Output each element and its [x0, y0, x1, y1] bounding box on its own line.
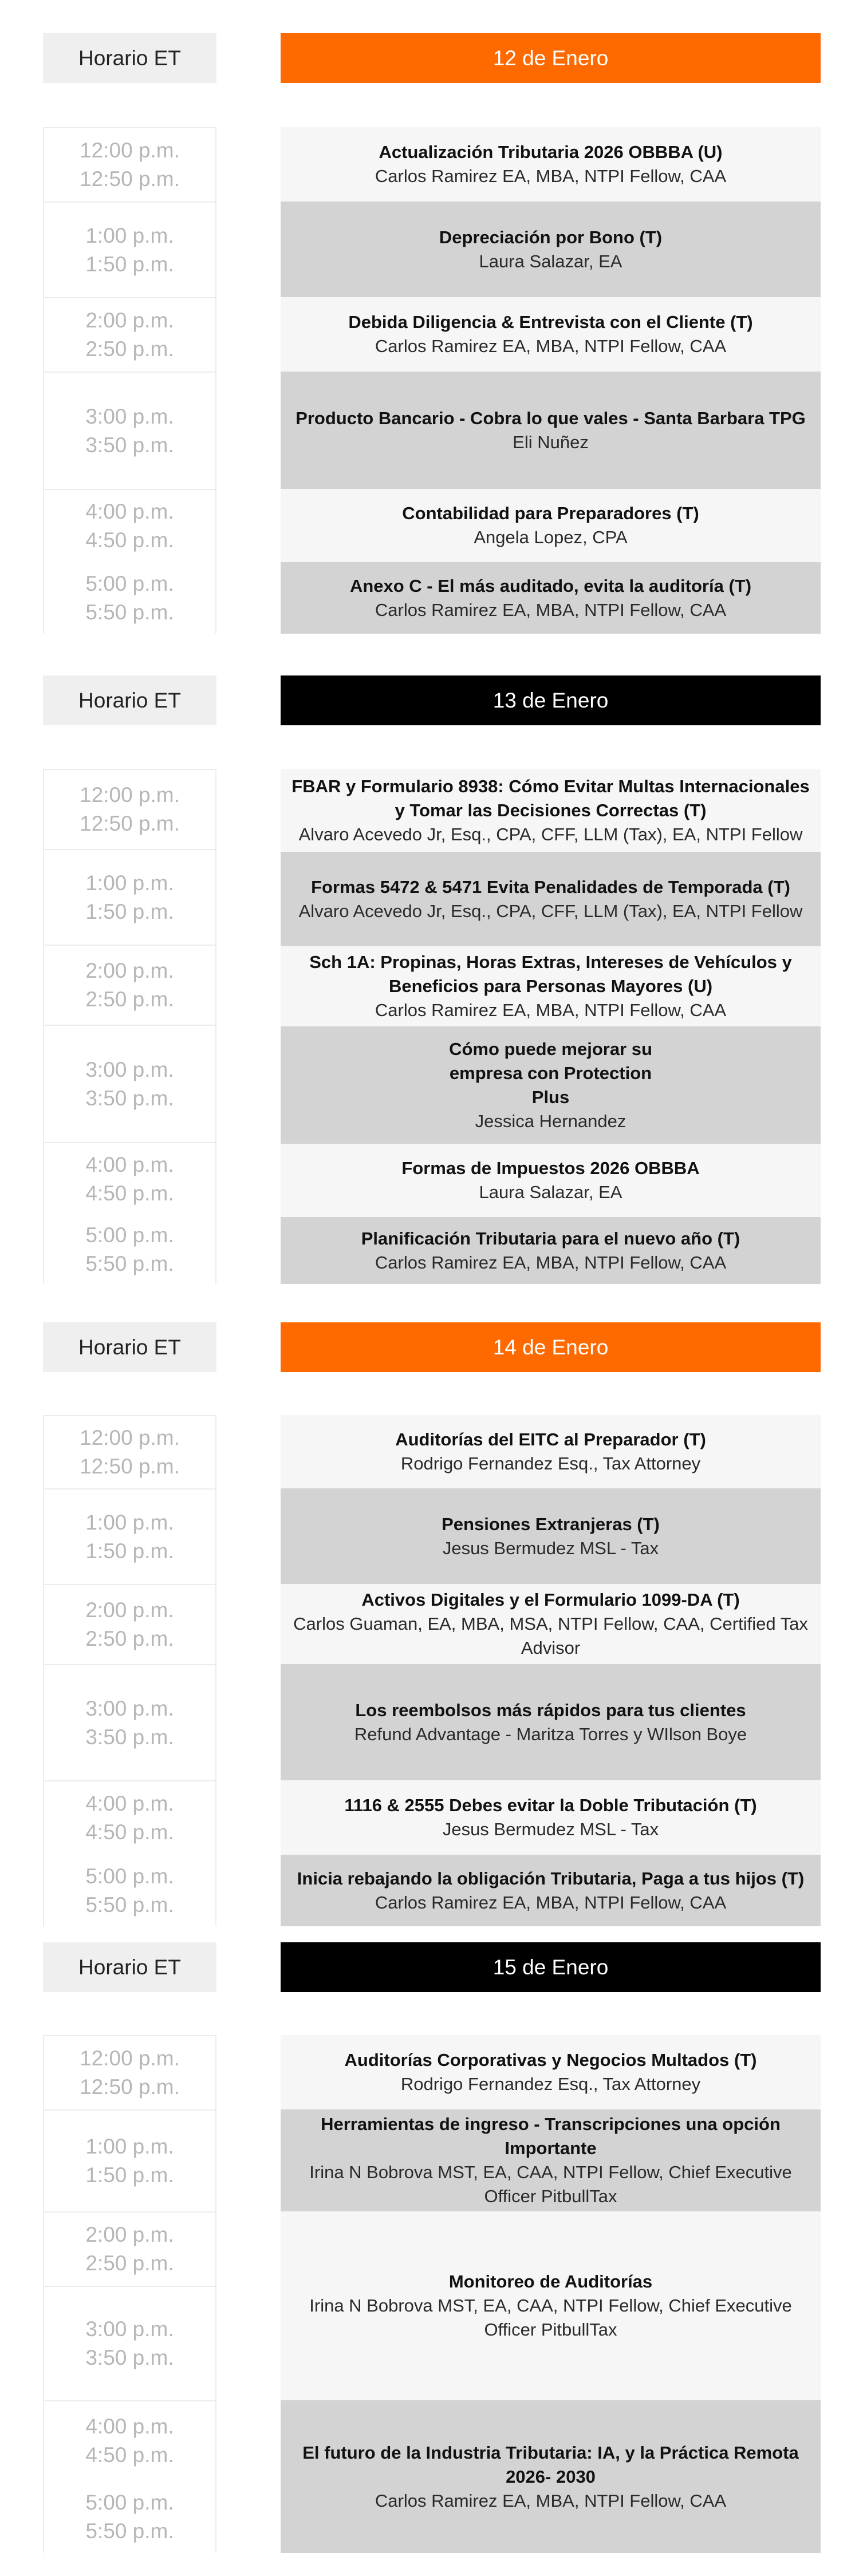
time-end: 5:50 p.m. [85, 600, 174, 624]
session-speaker: Carlos Ramirez EA, MBA, NTPI Fellow, CAA [375, 599, 727, 620]
session-speaker: Carlos Ramirez EA, MBA, NTPI Fellow, CAA [375, 2490, 727, 2511]
time-slot [44, 769, 215, 849]
time-end: 4:50 p.m. [85, 528, 174, 552]
time-end: 5:50 p.m. [85, 1893, 174, 1917]
time-slot [44, 2211, 215, 2286]
time-column [43, 2035, 216, 2553]
time-start: 12:00 p.m. [80, 139, 180, 162]
time-slot [44, 2400, 215, 2480]
session-speaker: Carlos Ramirez EA, MBA, NTPI Fellow, CAA [375, 336, 727, 356]
time-end: 1:50 p.m. [85, 252, 174, 276]
time-column-header: Horario ET [43, 675, 216, 725]
session-card[interactable] [281, 1780, 821, 1855]
session-title: Planificación Tributaria para el nuevo año (T) [361, 1228, 740, 1249]
time-slot [44, 297, 215, 372]
time-start: 4:00 p.m. [85, 500, 174, 523]
session-card[interactable] [281, 769, 821, 852]
time-start: 5:00 p.m. [85, 1864, 174, 1888]
session-speaker: Carlos Guaman, EA, MBA, MSA, NTPI Fellow, CAA, Certified Tax Advisor [293, 1614, 808, 1658]
session-title: Cómo puede mejorar su empresa con Protection Plus [449, 1038, 652, 1107]
session-card[interactable] [281, 1415, 821, 1488]
time-slot [44, 849, 215, 945]
session-speaker: Irina N Bobrova MST, EA, CAA, NTPI Fellow, Chief Executive Officer PitbullTax [309, 2162, 792, 2206]
time-end: 4:50 p.m. [85, 1820, 174, 1844]
time-start: 2:00 p.m. [85, 309, 174, 332]
session-speaker: Refund Advantage - Maritza Torres y WIlson Boye [354, 1724, 747, 1744]
session-title: Depreciación por Bono (T) [439, 227, 663, 247]
time-end: 2:50 p.m. [85, 987, 174, 1011]
session-card[interactable] [281, 1664, 821, 1780]
time-end: 4:50 p.m. [85, 1182, 174, 1205]
session-title: Anexo C - El más auditado, evita la auditoría (T) [349, 575, 752, 596]
session-speaker: Rodrigo Fernandez Esq., Tax Attorney [400, 2074, 701, 2094]
time-start: 2:00 p.m. [85, 959, 174, 982]
session-title: 1116 & 2555 Debes evitar la Doble Tributación (T) [344, 1795, 757, 1815]
session-card[interactable] [281, 202, 821, 297]
session-title: Formas 5472 & 5471 Evita Penalidades de Temporada (T) [311, 876, 790, 897]
time-slot [44, 1488, 215, 1584]
time-slot [44, 1780, 215, 1855]
session-card[interactable] [281, 562, 821, 634]
time-start: 3:00 p.m. [85, 1057, 174, 1081]
session-card[interactable] [281, 2109, 821, 2211]
time-slot [44, 1855, 215, 1926]
time-column [43, 769, 216, 1284]
session-card[interactable] [281, 1855, 821, 1926]
time-slot [44, 489, 215, 562]
session-speaker: Alvaro Acevedo Jr, Esq., CPA, CFF, LLM (Tax), EA, NTPI Fellow [298, 824, 803, 844]
time-start: 4:00 p.m. [85, 1792, 174, 1815]
time-slot [44, 562, 215, 634]
time-end: 5:50 p.m. [85, 1252, 174, 1275]
session-card[interactable] [281, 2211, 821, 2400]
time-end: 3:50 p.m. [85, 2346, 174, 2369]
time-start: 1:00 p.m. [85, 1510, 174, 1534]
time-end: 3:50 p.m. [85, 433, 174, 457]
session-title: Auditorías del EITC al Preparador (T) [395, 1429, 706, 1449]
time-start: 5:00 p.m. [85, 1223, 174, 1247]
time-column-header: Horario ET [43, 33, 216, 83]
time-slot [44, 2286, 215, 2400]
time-end: 1:50 p.m. [85, 1539, 174, 1563]
session-card[interactable] [281, 1026, 821, 1144]
day-header-14-enero: 14 de Enero [281, 1322, 821, 1372]
time-column-header: Horario ET [43, 1322, 216, 1372]
session-speaker: Carlos Ramirez EA, MBA, NTPI Fellow, CAA [375, 1892, 727, 1913]
time-slot [44, 1215, 215, 1284]
session-card[interactable] [281, 489, 821, 562]
session-card[interactable] [281, 297, 821, 372]
session-title: Debida Diligencia & Entrevista con el Cliente (T) [348, 312, 753, 332]
session-speaker: Laura Salazar, EA [479, 1182, 622, 1202]
session-title: Los reembolsos más rápidos para tus clientes [355, 1700, 746, 1720]
session-title: Auditorías Corporativas y Negocios Multados (T) [344, 2050, 757, 2070]
time-start: 5:00 p.m. [85, 2490, 174, 2514]
session-speaker: Irina N Bobrova MST, EA, CAA, NTPI Fellow, Chief Executive Officer PitbullTax [309, 2296, 792, 2340]
session-title: Actualización Tributaria 2026 OBBBA (U) [379, 142, 723, 162]
time-column [43, 1415, 216, 1926]
time-end: 1:50 p.m. [85, 2163, 174, 2187]
session-title: Producto Bancario - Cobra lo que vales - Santa Barbara TPG [295, 408, 806, 428]
session-speaker: Alvaro Acevedo Jr, Esq., CPA, CFF, LLM (Tax), EA, NTPI Fellow [298, 900, 803, 921]
session-speaker: Jesus Bermudez MSL - Tax [442, 1819, 659, 1839]
session-title: Contabilidad para Preparadores (T) [402, 503, 699, 523]
session-card[interactable] [281, 127, 821, 202]
session-card[interactable] [281, 372, 821, 489]
session-card[interactable] [281, 1144, 821, 1217]
session-title: Sch 1A: Propinas, Horas Extras, Intereses de Vehículos y Beneficios para Personas Mayores (U) [309, 952, 792, 996]
session-card[interactable] [281, 1488, 821, 1584]
session-title: Activos Digitales y el Formulario 1099-DA (T) [361, 1590, 740, 1610]
time-end: 2:50 p.m. [85, 337, 174, 361]
session-card[interactable] [281, 852, 821, 946]
session-speaker: Jessica Hernandez [475, 1111, 626, 1131]
session-title: El futuro de la Industria Tributaria: IA, y la Práctica Remota 2026- 2030 [302, 2442, 799, 2487]
time-slot [44, 2109, 215, 2211]
time-end: 2:50 p.m. [85, 2251, 174, 2275]
session-speaker: Carlos Ramirez EA, MBA, NTPI Fellow, CAA [375, 166, 727, 186]
session-title: Inicia rebajando la obligación Tributaria, Paga a tus hijos (T) [297, 1868, 805, 1888]
session-speaker: Carlos Ramirez EA, MBA, NTPI Fellow, CAA [375, 1252, 727, 1273]
time-start: 12:00 p.m. [80, 783, 180, 807]
session-card[interactable] [281, 1217, 821, 1284]
time-start: 1:00 p.m. [85, 871, 174, 895]
time-start: 12:00 p.m. [80, 2046, 180, 2070]
time-end: 4:50 p.m. [85, 2443, 174, 2467]
time-column-header: Horario ET [43, 1942, 216, 1992]
day-header-15-enero: 15 de Enero [281, 1942, 821, 1992]
time-slot [44, 1025, 215, 1142]
session-title: FBAR y Formulario 8938: Cómo Evitar Multas Internacionales y Tomar las Decisiones Correctas (T) [291, 776, 810, 820]
session-speaker: Carlos Ramirez EA, MBA, NTPI Fellow, CAA [375, 1000, 727, 1020]
time-column [43, 127, 216, 634]
time-start: 4:00 p.m. [85, 1153, 174, 1176]
session-speaker: Rodrigo Fernandez Esq., Tax Attorney [400, 1453, 701, 1473]
session-speaker: Jesus Bermudez MSL - Tax [442, 1538, 659, 1558]
session-speaker: Laura Salazar, EA [479, 251, 622, 271]
session-speaker: Eli Nuñez [513, 432, 589, 452]
session-title: Monitoreo de Auditorías [448, 2271, 653, 2291]
time-slot [44, 945, 215, 1025]
time-slot [44, 1415, 215, 1488]
time-end: 3:50 p.m. [85, 1725, 174, 1749]
time-end: 12:50 p.m. [80, 812, 180, 835]
time-slot [44, 372, 215, 489]
time-start: 2:00 p.m. [85, 1598, 174, 1622]
session-title: Herramientas de ingreso - Transcripciones una opción Importante [321, 2114, 781, 2158]
time-slot [44, 1664, 215, 1780]
day-header-13-enero: 13 de Enero [281, 675, 821, 725]
time-end: 12:50 p.m. [80, 1455, 180, 1478]
time-end: 2:50 p.m. [85, 1627, 174, 1650]
time-slot [44, 2480, 215, 2553]
session-card[interactable] [281, 2035, 821, 2109]
time-slot [44, 2035, 215, 2109]
time-end: 1:50 p.m. [85, 899, 174, 923]
time-end: 5:50 p.m. [85, 2519, 174, 2543]
time-start: 1:00 p.m. [85, 2135, 174, 2158]
time-start: 3:00 p.m. [85, 2317, 174, 2341]
session-card[interactable] [281, 2400, 821, 2553]
time-start: 1:00 p.m. [85, 223, 174, 247]
time-end: 12:50 p.m. [80, 167, 180, 191]
session-card[interactable] [281, 946, 821, 1026]
time-slot [44, 1584, 215, 1664]
time-end: 3:50 p.m. [85, 1086, 174, 1110]
time-slot [44, 202, 215, 297]
time-end: 12:50 p.m. [80, 2075, 180, 2099]
session-title: Pensiones Extranjeras (T) [442, 1514, 660, 1534]
time-start: 2:00 p.m. [85, 2223, 174, 2246]
time-start: 5:00 p.m. [85, 571, 174, 595]
time-slot [44, 1142, 215, 1215]
day-header-12-enero: 12 de Enero [281, 33, 821, 83]
session-speaker: Angela Lopez, CPA [474, 527, 628, 547]
time-start: 12:00 p.m. [80, 1426, 180, 1449]
time-start: 3:00 p.m. [85, 404, 174, 428]
time-slot [44, 127, 215, 202]
session-title: Formas de Impuestos 2026 OBBBA [401, 1158, 700, 1178]
time-start: 4:00 p.m. [85, 2415, 174, 2438]
session-card[interactable] [281, 1584, 821, 1664]
time-start: 3:00 p.m. [85, 1696, 174, 1720]
